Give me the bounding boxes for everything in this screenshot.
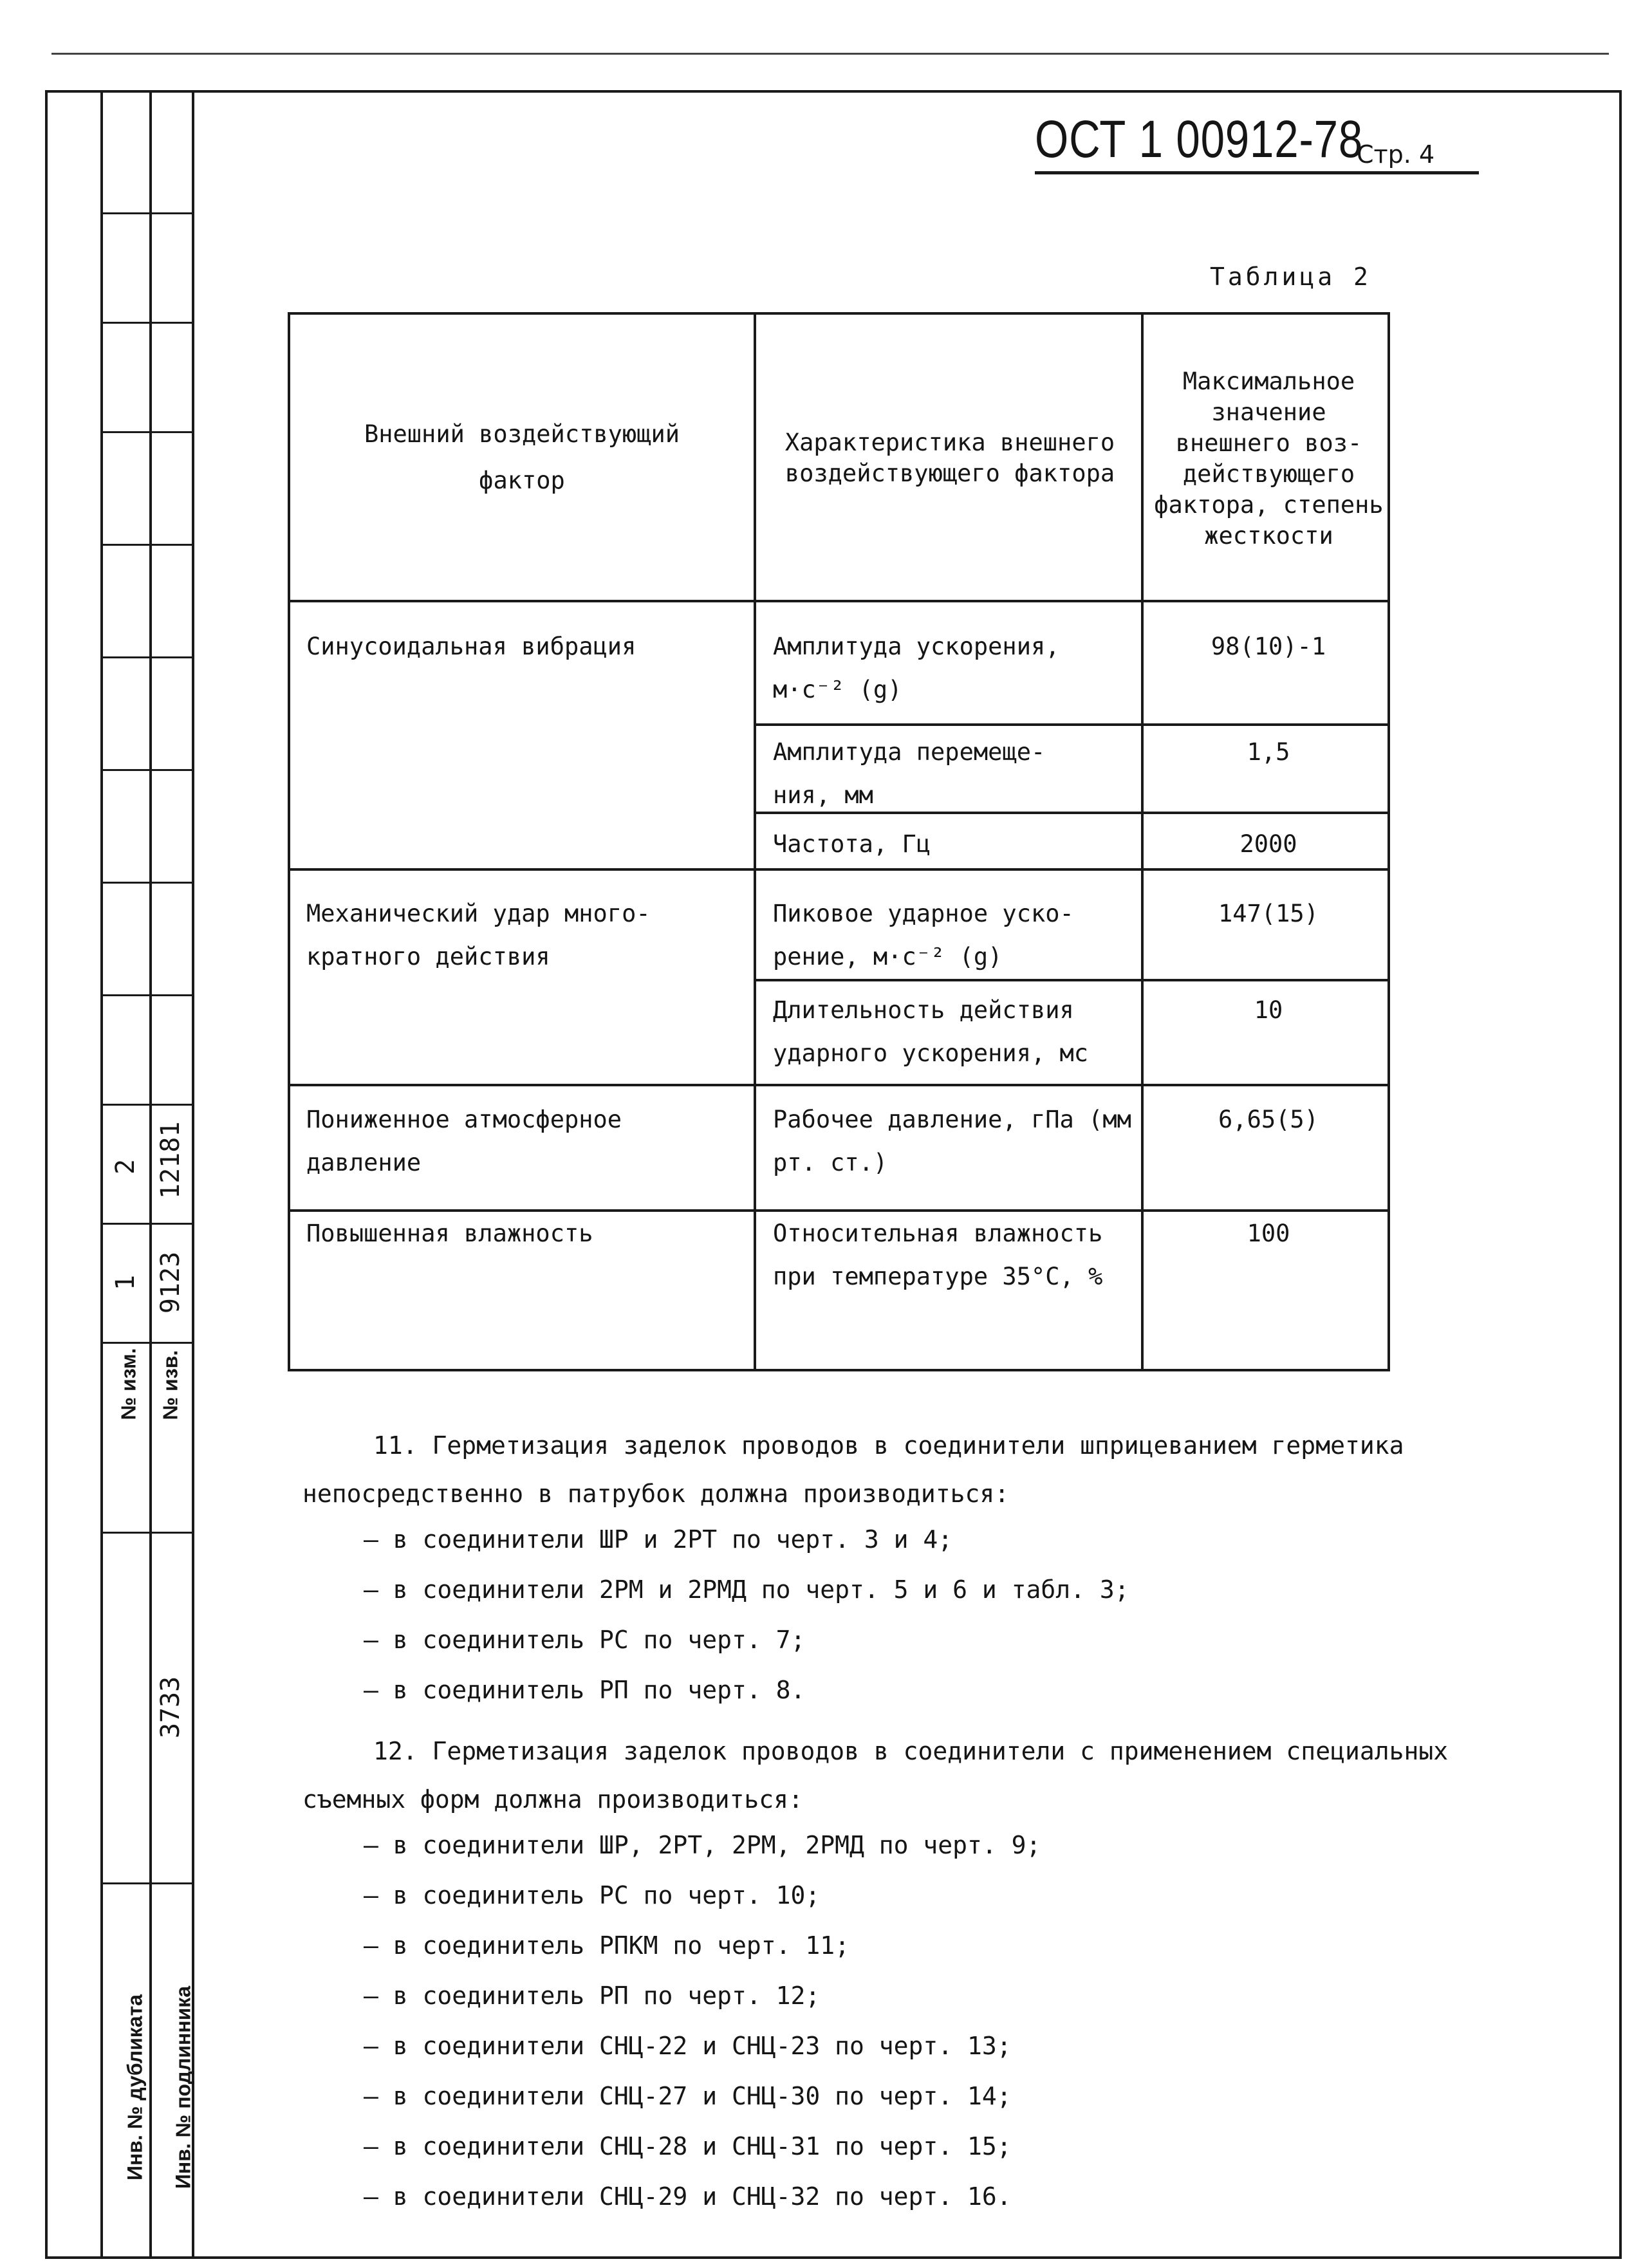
table-row-line [290,1209,1390,1212]
sidebar-line [192,90,194,2259]
value-frequency: 2000 [1239,830,1297,858]
char-accel-amplitude-text [773,626,1133,711]
sidebar-tick [100,544,192,546]
table-row-line [290,1084,1390,1086]
char-working-pressure: Рабочее давление, гПа (мм рт. ст.) [773,1106,1131,1176]
section-12-line-1: 12. Герметизация заделок проводов в соединители с применением специальных [373,1737,1449,1765]
sidebar-duplicate-label: Инв. № дубликата [123,1994,147,2181]
sidebar-line [100,90,103,2259]
doc-code: ОСТ 1 00912-78 [1035,110,1364,169]
sidebar-tick [100,322,192,324]
table-caption: Таблица 2 [1210,263,1371,291]
header-characteristic: Характеристика внешнего воздействующего фактора [784,429,1115,488]
spec-table [288,312,1390,1371]
section-12-item: – в соединители СНЦ-27 и СНЦ-30 по черт. 14; [364,2082,1012,2110]
table-col-line [1141,315,1144,1371]
sidebar-tick [100,1104,192,1106]
sidebar-line [149,90,152,2259]
value-relative-humidity: 100 [1247,1220,1290,1247]
section-11-item: – в соединители 2РМ и 2РМД по черт. 5 и 6 и табл. 3; [364,1575,1129,1604]
sidebar-tick [100,882,192,884]
factor-low-pressure: Пониженное атмосферное давление [306,1106,622,1176]
factor-vibration: Синусоидальная вибрация [306,633,636,660]
sidebar-notice-1: 9123 [156,1251,185,1314]
value-displacement: 1,5 [1247,738,1290,766]
section-12-item: – в соединители СНЦ-28 и СНЦ-31 по черт. 15; [364,2132,1012,2160]
section-12-item: – в соединитель РС по черт. 10; [364,1881,821,1909]
section-11-item: – в соединители ШР и 2РТ по черт. 3 и 4; [364,1525,953,1554]
sidebar-original-inv: 3733 [156,1676,185,1739]
sidebar-notice-label: № изв. [158,1350,182,1420]
section-11-item: – в соединитель РС по черт. 7; [364,1626,806,1654]
section-12-item: – в соединители СНЦ-22 и СНЦ-23 по черт. 13; [364,2032,1012,2060]
sidebar-tick [100,431,192,433]
section-12-item: – в соединители СНЦ-29 и СНЦ-32 по черт. 16. [364,2182,1012,2211]
table-col-line [754,315,756,1371]
factor-humidity: Повышенная влажность [306,1220,593,1247]
header-max-value: Максимальное значение внешнего воз- действующего фактора, степень жесткости [1154,367,1384,550]
sidebar-tick [100,1532,192,1534]
sidebar-tick [100,769,192,771]
sidebar-change-label: № изм. [116,1348,140,1420]
sidebar-tick [100,656,192,658]
section-12-item: – в соединитель РПКМ по черт. 11; [364,1931,849,1960]
page-number: Стр. 4 [1357,140,1435,169]
sidebar-tick [100,212,192,214]
char-text: Амплитуда ускорения, м·с⁻² (g) [773,633,1060,703]
section-12-item: – в соединители ШР, 2РТ, 2РМ, 2РМД по черт. 9; [364,1831,1041,1859]
char-frequency: Частота, Гц [773,830,931,858]
value-shock-duration: 10 [1254,996,1283,1024]
section-12-item: – в соединитель РП по черт. 12; [364,1982,821,2010]
char-peak-accel: Пиковое ударное уско- рение, м·с⁻² (g) [773,900,1074,970]
sidebar-tick [100,1342,192,1344]
value-working-pressure: 6,65(5) [1218,1106,1319,1133]
sidebar-tick [100,1223,192,1225]
char-shock-duration: Длительность действия ударного ускорения, мс [773,996,1089,1067]
header-factor: Внешний воздействующий фактор [364,420,680,495]
section-11-item: – в соединитель РП по черт. 8. [364,1676,806,1704]
scan-line-top [51,53,1609,55]
table-row-line [290,600,1390,602]
table-subrow-line [754,979,1390,981]
table-row-line [290,868,1390,871]
section-11-line-2: непосредственно в патрубок должна производиться: [302,1480,1010,1508]
sidebar-change-2: 2 [111,1158,140,1175]
value-peak-accel: 147(15) [1218,900,1319,927]
stamp-underline [1035,171,1479,174]
factor-mech-shock: Механический удар много- кратного действия [306,900,651,970]
char-relative-humidity: Относительная влажность при температуре 35°С, % [773,1220,1103,1290]
document-stamp [1035,109,1479,174]
sidebar-original-label: Инв. № подлинника [171,1985,195,2189]
section-11-line-1: 11. Герметизация заделок проводов в соединители шприцеванием герметика [373,1431,1404,1460]
sidebar-tick [100,994,192,996]
char-displacement: Амплитуда перемеще- ния, мм [773,738,1046,809]
value-accel-amplitude: 98(10)-1 [1211,633,1326,660]
sidebar-notice-2: 12181 [156,1121,185,1199]
section-12-line-2: съемных форм должна производиться: [302,1785,803,1814]
sidebar-change-1: 1 [111,1274,140,1291]
table-subrow-line [754,723,1390,726]
sidebar-tick [100,1882,192,1884]
